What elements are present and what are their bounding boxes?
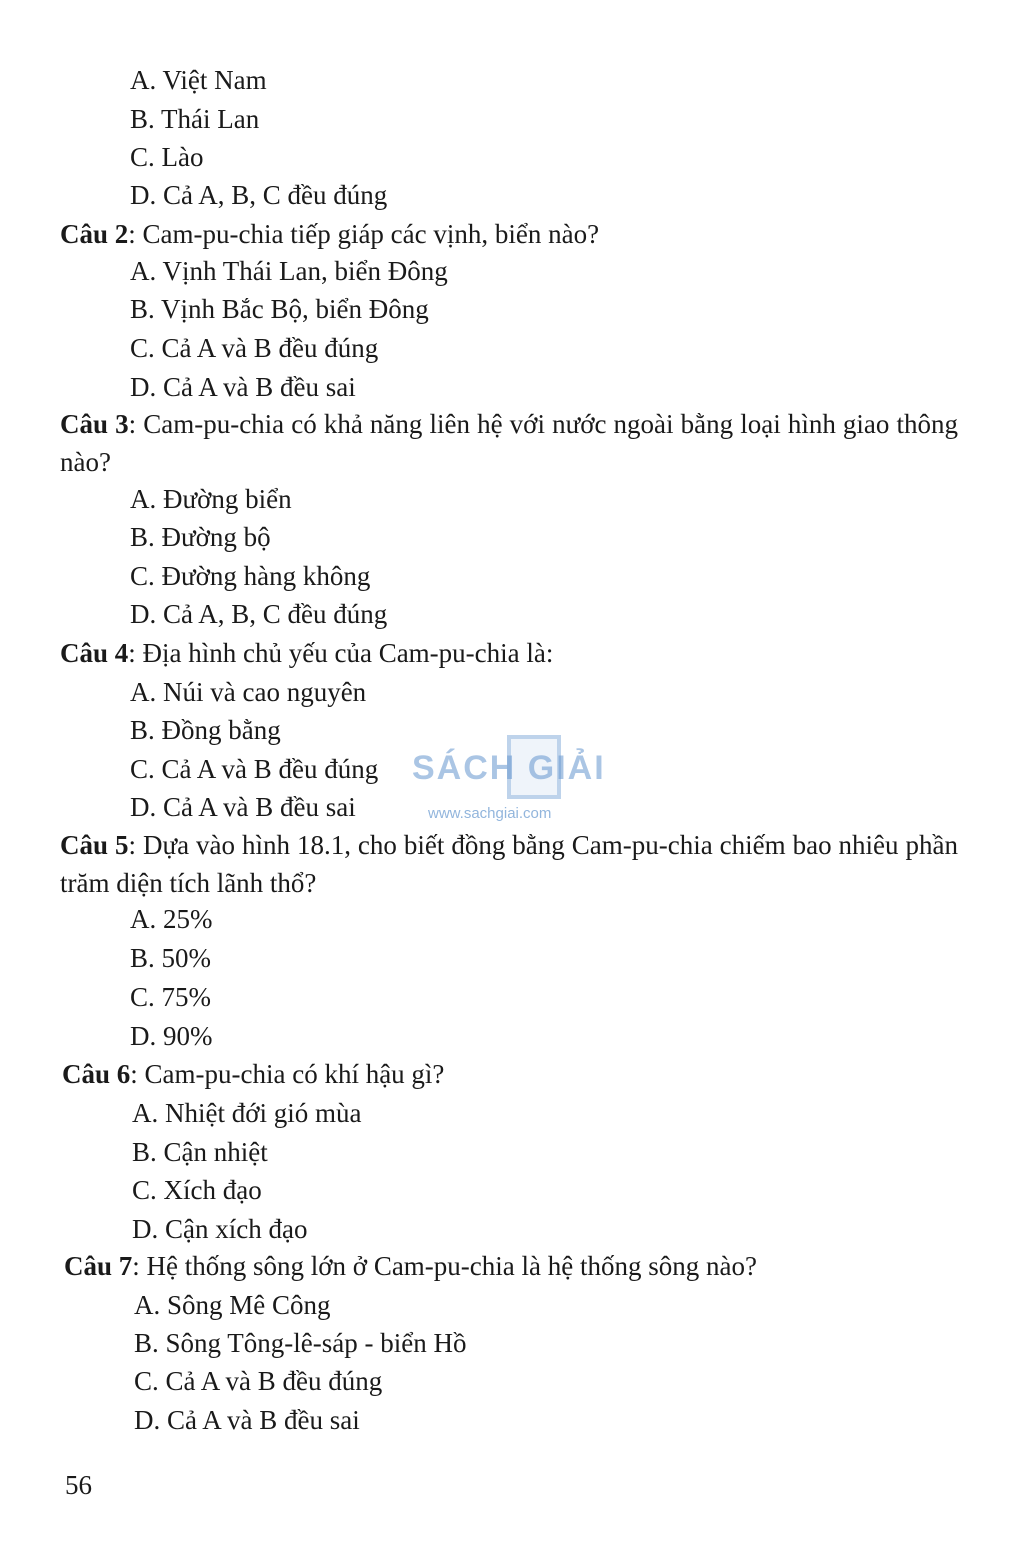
q7-option-a: A. Sông Mê Công — [134, 1290, 331, 1320]
q7-option-d: D. Cả A và B đều sai — [134, 1405, 360, 1435]
q6-option-b: B. Cận nhiệt — [132, 1137, 268, 1167]
q5-option-b: B. 50% — [130, 943, 211, 973]
q1-option-c: C. Lào — [130, 142, 204, 172]
question-4 — [60, 636, 553, 670]
question-2 — [60, 217, 599, 251]
q7-option-c: C. Cả A và B đều đúng — [134, 1366, 383, 1396]
q4-option-a: A. Núi và cao nguyên — [130, 677, 367, 707]
q2-option-b: B. Vịnh Bắc Bộ, biển Đông — [130, 294, 429, 324]
question-3 — [60, 405, 958, 481]
question-3-text: : Cam-pu-chia có khả năng liên hệ với nước ngoài bằng loại hình giao thông nào? — [60, 409, 958, 477]
q2-option-c: C. Cả A và B đều đúng — [130, 333, 379, 363]
question-7-label: Câu 7 — [64, 1251, 133, 1281]
q3-option-b: B. Đường bộ — [130, 522, 271, 552]
watermark-url: www.sachgiai.com — [428, 805, 552, 822]
q6-option-a: A. Nhiệt đới gió mùa — [132, 1098, 362, 1128]
q4-option-c: C. Cả A và B đều đúng — [130, 754, 379, 784]
q1-option-a: A. Việt Nam — [130, 65, 267, 95]
q3-option-d: D. Cả A, B, C đều đúng — [130, 599, 388, 629]
page-number: 56 — [65, 1470, 92, 1500]
question-5 — [60, 826, 958, 902]
question-6-text: : Cam-pu-chia có khí hậu gì? — [130, 1059, 445, 1089]
q2-option-d: D. Cả A và B đều sai — [130, 372, 356, 402]
q6-option-c: C. Xích đạo — [132, 1175, 262, 1205]
q3-option-a: A. Đường biển — [130, 484, 292, 514]
question-2-label: Câu 2 — [60, 219, 129, 249]
question-7-text: : Hệ thống sông lớn ở Cam-pu-chia là hệ thống sông nào? — [132, 1251, 757, 1281]
q3-option-c: C. Đường hàng không — [130, 561, 371, 591]
q1-option-b: B. Thái Lan — [130, 104, 260, 134]
question-4-label: Câu 4 — [60, 638, 129, 668]
question-4-text: : Địa hình chủ yếu của Cam-pu-chia là: — [128, 638, 554, 668]
q4-option-d: D. Cả A và B đều sai — [130, 792, 356, 822]
q5-option-c: C. 75% — [130, 982, 211, 1012]
sachgiai-watermark — [412, 735, 622, 825]
q5-option-d: D. 90% — [130, 1021, 213, 1051]
q4-option-b: B. Đồng bằng — [130, 715, 281, 745]
q5-option-a: A. 25% — [130, 904, 213, 934]
question-5-text: : Dựa vào hình 18.1, cho biết đồng bằng Cam-pu-chia chiếm bao nhiêu phần trăm diện tích lãnh thổ? — [60, 830, 958, 898]
question-6 — [62, 1057, 444, 1091]
question-3-label: Câu 3 — [60, 409, 129, 439]
q7-option-b: B. Sông Tông-lê-sáp - biển Hồ — [134, 1328, 467, 1358]
question-5-label: Câu 5 — [60, 830, 129, 860]
q6-option-d: D. Cận xích đạo — [132, 1214, 308, 1244]
question-6-label: Câu 6 — [62, 1059, 131, 1089]
q1-option-d: D. Cả A, B, C đều đúng — [130, 180, 388, 210]
q2-option-a: A. Vịnh Thái Lan, biển Đông — [130, 256, 448, 286]
question-7 — [64, 1249, 757, 1283]
question-2-text: : Cam-pu-chia tiếp giáp các vịnh, biển nào? — [128, 219, 600, 249]
watermark-text: SÁCH GIẢI — [412, 749, 606, 787]
